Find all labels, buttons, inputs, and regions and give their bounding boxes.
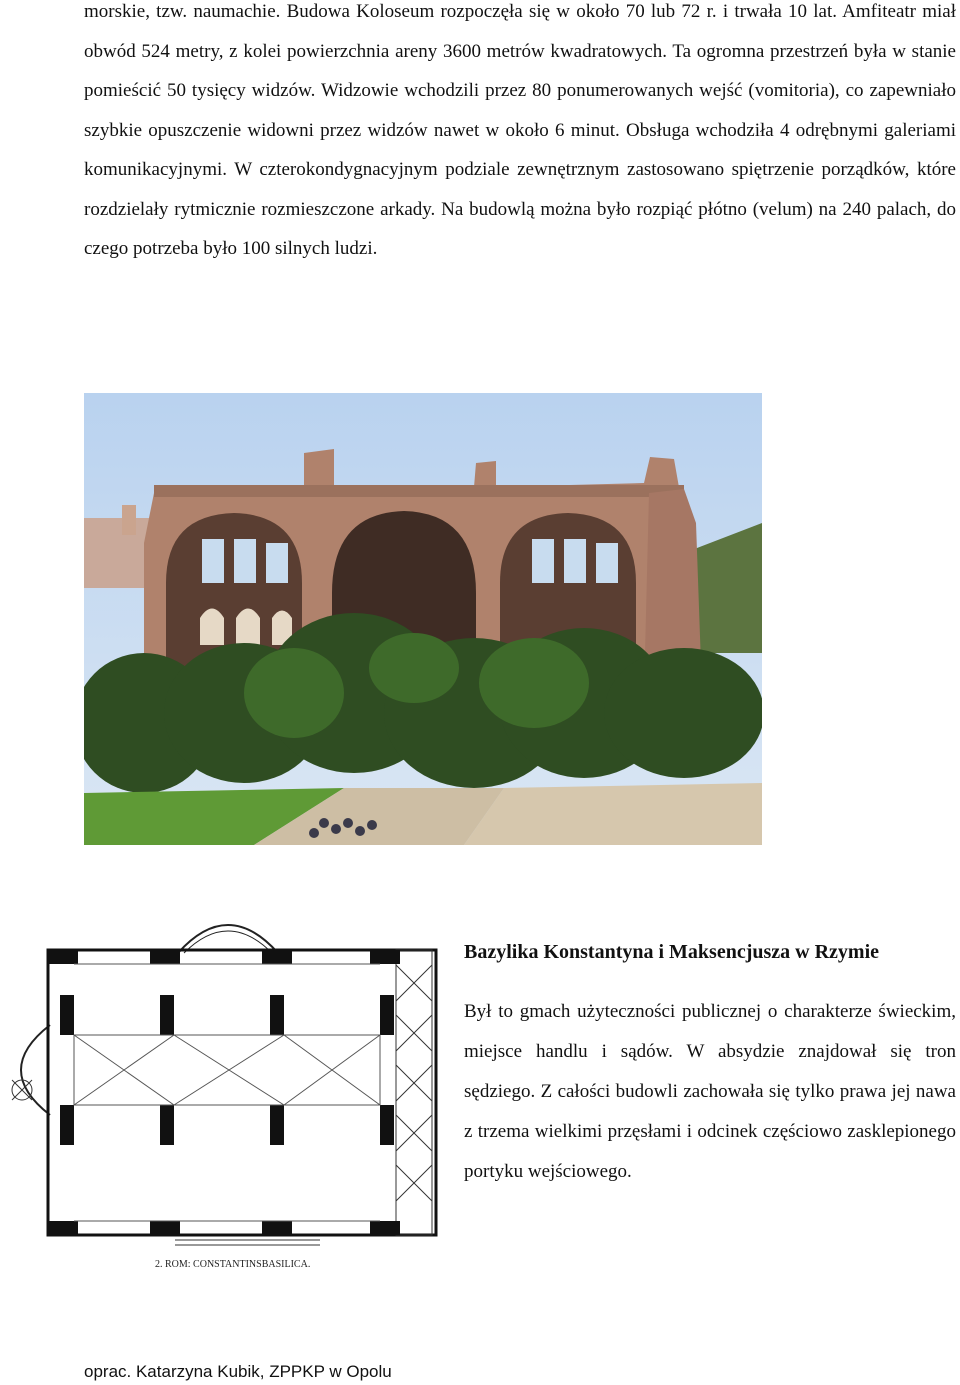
basilica-text: Był to gmach użyteczności publicznej o charakterze świeckim, miejsce handlu i sądów. W absydzie znajdował się tron sędziego. Z całości budowli zachowała się tylko prawa jej nawa z trzema wielkimi przęsłami i odcinek częściowo zasklepionego portyku wejściowego. xyxy=(464,1001,956,1182)
basilica-title: Bazylika Konstantyna i Maksencjusza w Rzymie xyxy=(464,941,879,963)
intro-paragraph: morskie, tzw. naumachie. Budowa Koloseum rozpoczęła się w około 70 lub 72 r. i trwała 10 lat. Amfiteatr miał obwód 524 metry, z kolei powierzchnia areny 3600 metrów kwadratowych. Ta ogromna przestrzeń była w stanie pomieścić 50 tysięcy widzów. Widzowie wchodzili przez 80 ponumerowanych wejść (vomitoria), co zapewniało szybkie opuszczenie widowni przez widzów nawet w około 6 minut. Obsługa wchodziła 4 odrębnymi galeriami komunikacyjnymi. W czterokondygnacyjnym podziale zewnętrznym zastosowano spiętrzenie porządków, które rozdzielały rytmicznie rozmieszczone arkady. Na budowlą można było rozpiąć płótno (velum) na 240 palach, do czego potrzeba było 100 silnych ludzi. xyxy=(84,1,956,259)
page-footer: oprac. Katarzyna Kubik, ZPPKP w Opolu xyxy=(84,1362,392,1381)
basilica-floor-plan xyxy=(0,905,440,1275)
basilica-photo xyxy=(84,393,762,845)
basilica-description xyxy=(464,934,956,1192)
plan-caption: 2. ROM: CONSTANTINSBASILICA. xyxy=(155,1259,311,1270)
